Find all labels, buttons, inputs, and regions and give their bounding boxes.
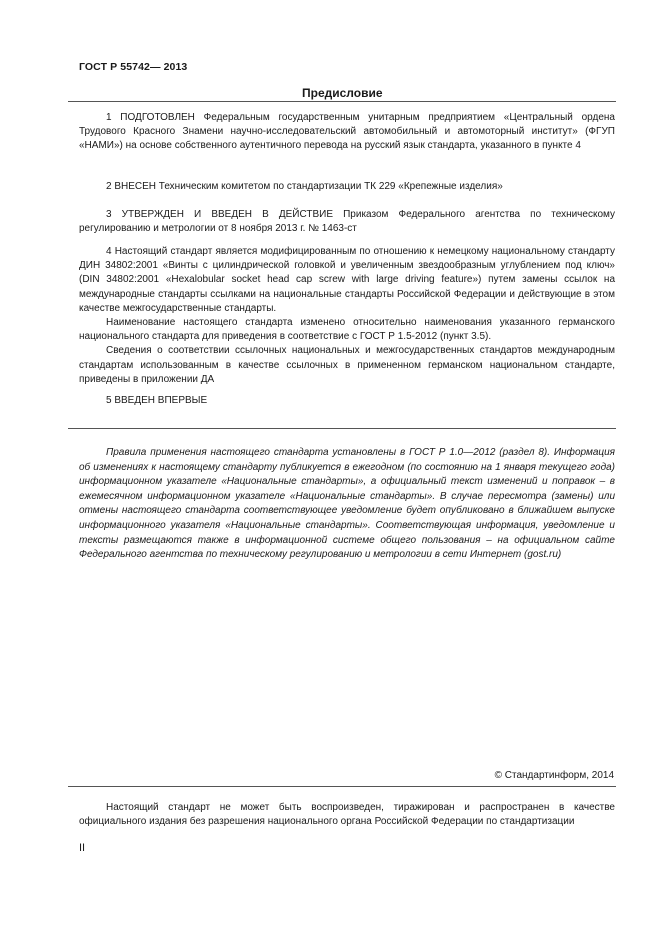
paragraph-4 (79, 245, 615, 387)
paragraph-4b-text: Наименование настоящего стандарта изменено относительно наименования указанного германского национального стандарта для приведения в соответствие с ГОСТ Р 1.5-2012 (пункт 3.5). (79, 317, 615, 343)
paragraph-4c-text: Сведения о соответствии ссылочных национальных и межгосударственных стандартов международным стандартам использованным в качестве ссылочных в примененном германском национальном стандарте, приведены в приложении ДА (79, 345, 615, 385)
notice-text: Правила применения настоящего стандарта установлены в ГОСТ Р 1.0—2012 (раздел 8). Информация об изменениях к настоящему стандарту публикуется в ежегодном (по состоянию на 1 января текущего года) информационном указателе «Национальные стандарты», а официальный текст изменений и поправок – в ежемесячном информационном указателе «Национальные стандарты». В случае пересмотра (замены) или отмены настоящего стандарта соответствующее уведомление будет опубликовано в ближайшем выпуске информационного указателя «Национальные стандарты». Соответствующая информация, уведомление и тексты размещаются также в информационной системе общего пользования – на официальном сайте Федерального агентства по техническому регулированию и метрологии в сети Интернет (gost.ru) (79, 447, 615, 561)
notice-divider (68, 428, 616, 429)
paragraph-1-text: 1 ПОДГОТОВЛЕН Федеральным государственным унитарным предприятием «Центральный ордена Трудового Красного Знамени научно-исследовательский автомобильный и автомоторный институт» (ФГУП «НАМИ») на основе собственного аутентичного перевода на русский язык стандарта, указанного в пункте 4 (79, 112, 615, 152)
paragraph-5-text: 5 ВВЕДЕН ВПЕРВЫЕ (106, 395, 208, 406)
paragraph-2 (79, 180, 615, 194)
copyright: © Стандартинформ, 2014 (494, 770, 614, 781)
paragraph-3 (79, 208, 615, 236)
footer-notice (79, 801, 615, 829)
paragraph-1 (79, 111, 615, 154)
document-code: ГОСТ Р 55742— 2013 (79, 61, 188, 73)
page-number: II (79, 842, 86, 854)
paragraph-2-text: 2 ВНЕСЕН Техническим комитетом по стандартизации ТК 229 «Крепежные изделия» (106, 181, 503, 192)
paragraph-4a-text: 4 Настоящий стандарт является модифицированным по отношению к немецкому национальному стандарту ДИН 34802:2001 «Винты с цилиндрической головкой и увеличенным звездообразным углублением под ключ» (DIN 34802:2001 «Hexalobular socket head cap screw with large driving feature») путем замены ссылок на международные стандарты ссылками на национальные стандарты Российской Федерации и действующие в этом качестве межгосударственные стандарты. (79, 246, 615, 314)
notice-block (79, 446, 615, 563)
title-divider (68, 101, 616, 102)
copyright-divider (68, 786, 616, 787)
page-title: Предисловие (302, 86, 383, 100)
paragraph-5 (79, 394, 615, 408)
footer-text: Настоящий стандарт не может быть воспроизведен, тиражирован и распространен в качестве официального издания без разрешения национального органа Российской Федерации по стандартизации (79, 802, 615, 828)
paragraph-3-text: 3 УТВЕРЖДЕН И ВВЕДЕН В ДЕЙСТВИЕ Приказом Федерального агентства по техническому регулированию и метрологии от 8 ноября 2013 г. № 1463-ст (79, 209, 615, 235)
